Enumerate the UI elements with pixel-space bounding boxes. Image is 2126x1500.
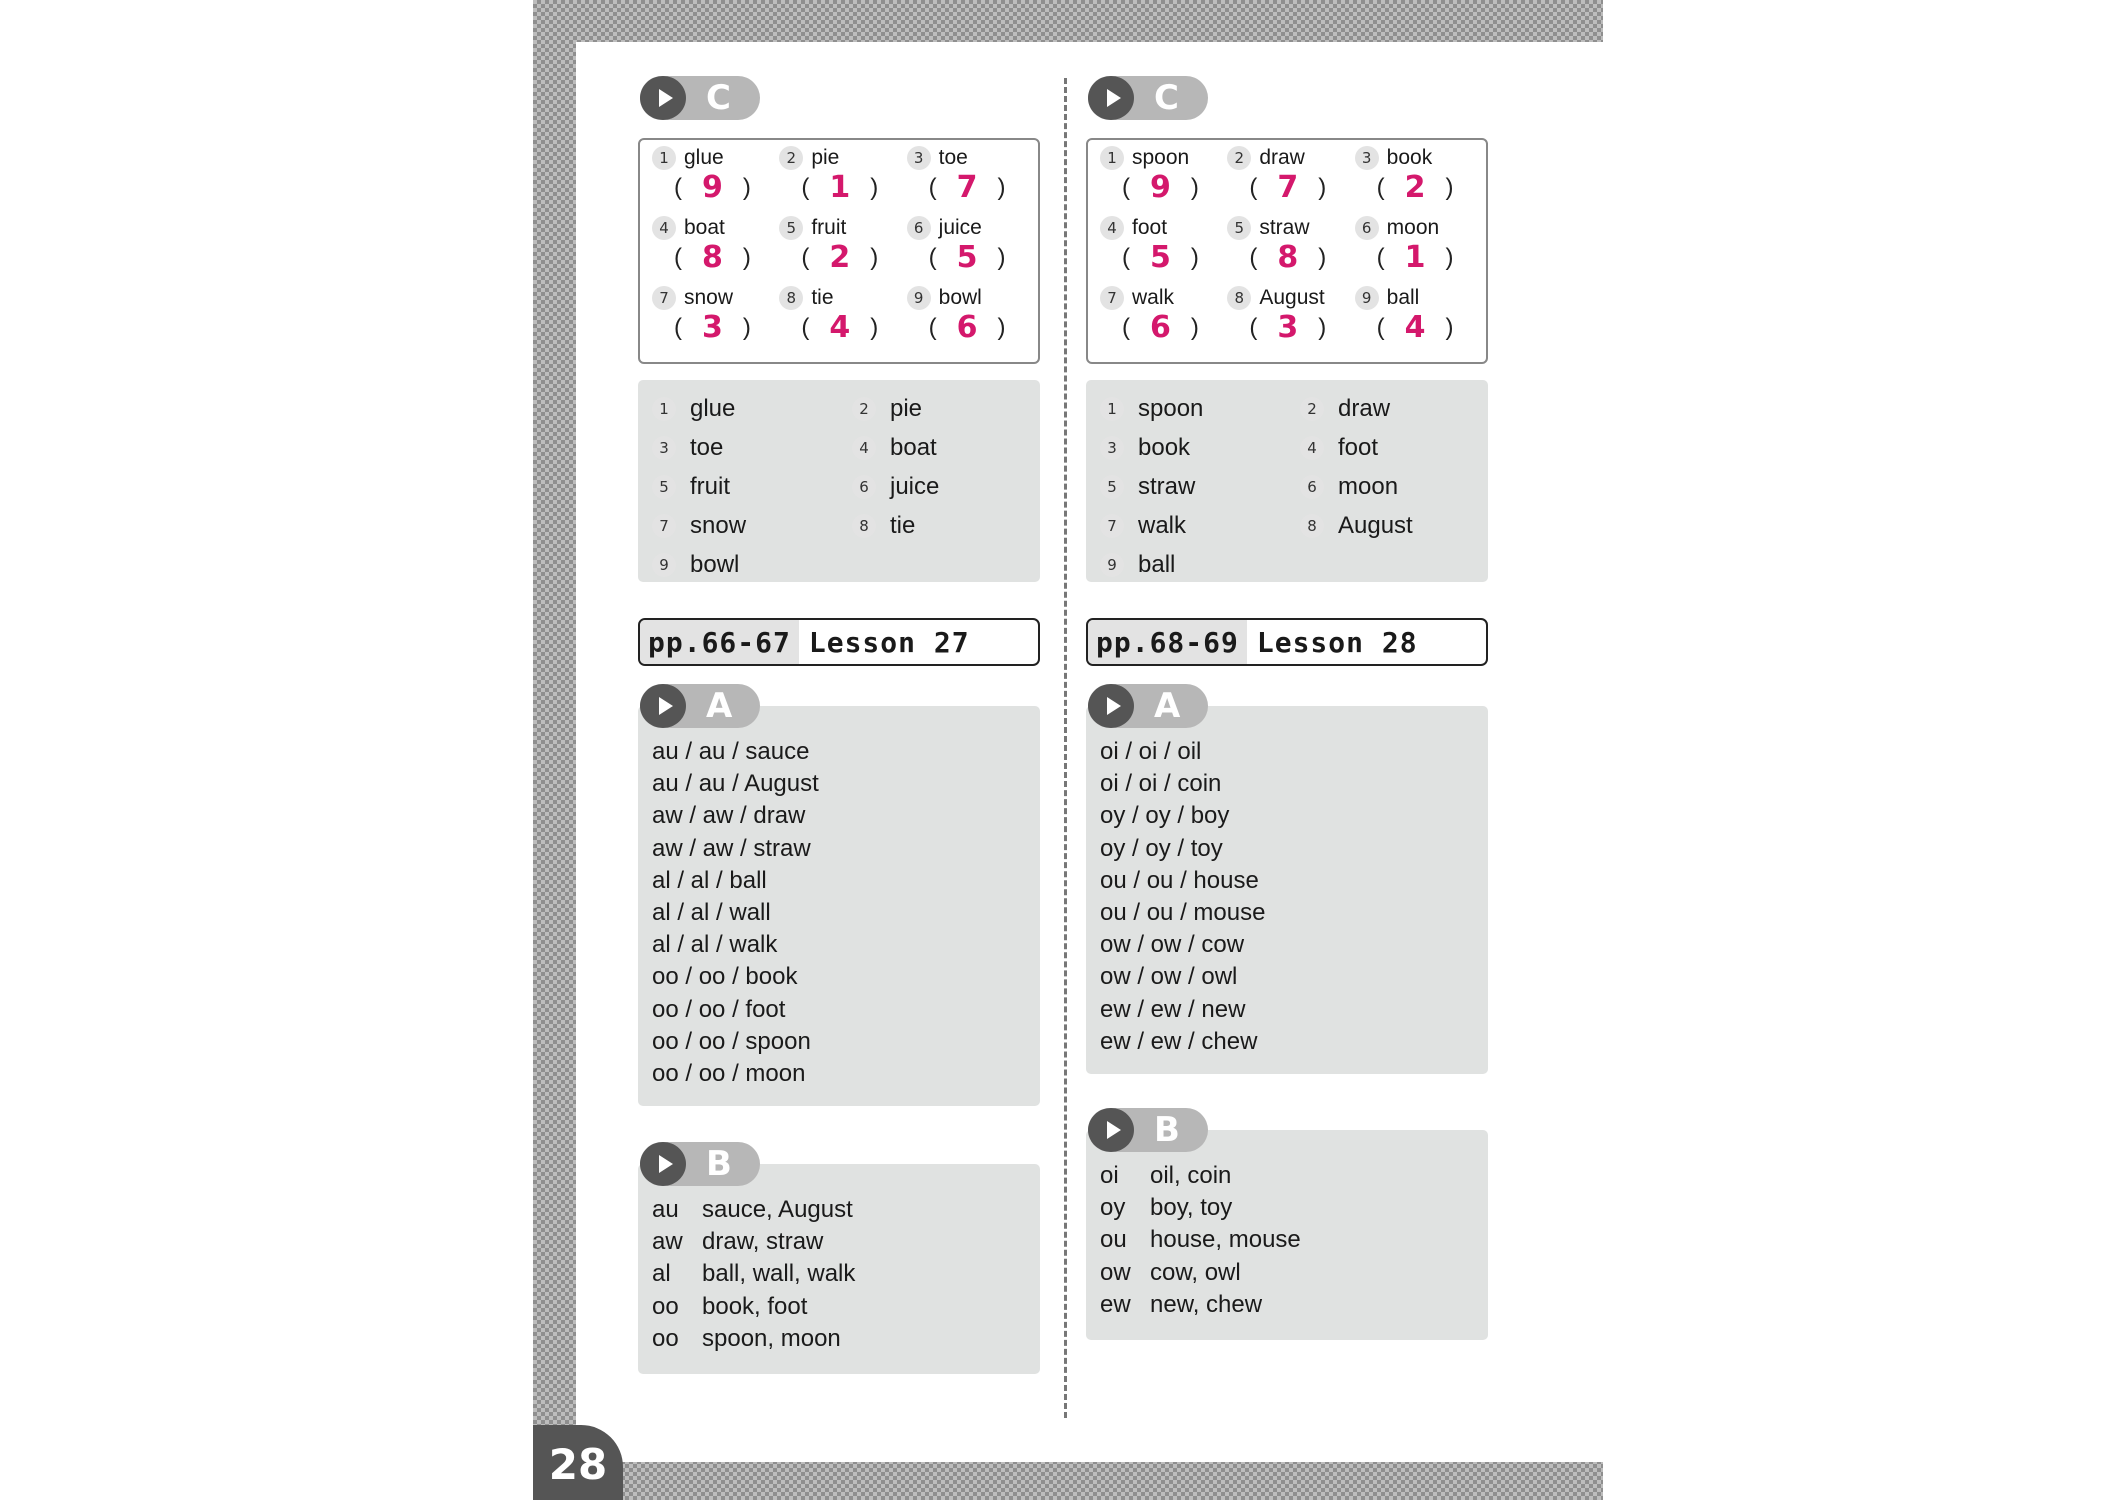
paren-close: ) <box>1190 243 1199 271</box>
quiz-answer: 4 <box>1404 310 1426 345</box>
quiz-item <box>1096 286 1223 356</box>
list-item <box>1100 429 1300 468</box>
list-item <box>1300 506 1490 545</box>
quiz-item <box>1351 146 1478 216</box>
list-item <box>1300 468 1490 507</box>
quiz-word: glue <box>684 146 724 169</box>
section-letter: B <box>1154 1110 1180 1150</box>
quiz-item-word-row <box>1227 146 1305 170</box>
paren-open: ( <box>1249 173 1258 201</box>
paren-close: ) <box>997 243 1006 271</box>
list-item <box>1300 429 1490 468</box>
quiz-word: tie <box>811 286 834 309</box>
paren-close: ) <box>742 173 751 201</box>
quiz-answer: 9 <box>702 170 723 205</box>
list-word: tie <box>890 511 916 539</box>
quiz-answer-row <box>929 170 1006 205</box>
phonics-words: spoon, moon <box>702 1324 841 1352</box>
quiz-word: August <box>1259 286 1325 309</box>
quiz-answer-row <box>801 170 878 205</box>
phonics-line: oo / oo / foot <box>652 995 786 1023</box>
number-badge: 4 <box>1300 436 1324 460</box>
paren-open: ( <box>928 173 937 201</box>
quiz-item-word-row <box>1355 146 1433 170</box>
quiz-word: boat <box>684 216 725 239</box>
paren-close: ) <box>742 313 751 341</box>
list-item <box>852 506 1042 545</box>
quiz-answer-row <box>1377 310 1454 345</box>
number-badge: 2 <box>852 397 876 421</box>
paren-open: ( <box>1249 243 1258 271</box>
quiz-item-word-row <box>652 146 724 170</box>
quiz-word: straw <box>1259 216 1310 239</box>
paren-close: ) <box>1190 313 1199 341</box>
list-item <box>1100 468 1300 507</box>
phonics-line: au / au / sauce <box>652 738 810 765</box>
quiz-item <box>1223 146 1350 216</box>
section-letter: C <box>1154 78 1179 118</box>
paren-open: ( <box>1122 173 1130 201</box>
quiz-answer-row <box>1122 170 1199 205</box>
quiz-item-word-row <box>907 146 968 170</box>
quiz-item <box>1096 146 1223 216</box>
quiz-word: moon <box>1386 216 1440 239</box>
section-a-header[interactable] <box>640 684 760 728</box>
number-badge: 8 <box>1300 514 1324 538</box>
number-badge: 9 <box>652 553 676 577</box>
quiz-item <box>648 216 775 286</box>
number-badge: 9 <box>1355 286 1379 310</box>
phonics-group-row <box>1100 1289 1488 1321</box>
phonics-line: oo / oo / moon <box>652 1060 806 1088</box>
phonics-line: ou / ou / mouse <box>1100 899 1266 927</box>
list-word: boat <box>890 434 937 462</box>
phonics-key: oy <box>1100 1194 1126 1222</box>
lesson-title: Lesson 28 <box>1256 625 1418 659</box>
quiz-answer: 8 <box>702 240 723 275</box>
paren-close: ) <box>1318 173 1327 201</box>
paren-open: ( <box>928 313 937 341</box>
paren-close: ) <box>742 243 751 271</box>
matching-quiz <box>1086 138 1488 364</box>
quiz-answer-row <box>674 240 751 275</box>
paren-open: ( <box>674 173 682 201</box>
list-item <box>652 468 852 507</box>
quiz-item-word-row <box>1100 216 1167 240</box>
paren-close: ) <box>1445 243 1454 271</box>
quiz-item-word-row <box>1355 286 1420 310</box>
quiz-item-word-row <box>1355 216 1440 240</box>
answer-list <box>1086 380 1488 582</box>
number-badge: 1 <box>652 397 676 421</box>
list-item <box>652 429 852 468</box>
quiz-answer: 1 <box>829 170 851 205</box>
number-badge: 5 <box>1227 216 1251 240</box>
quiz-answer-row <box>1122 310 1199 345</box>
quiz-answer: 3 <box>702 310 723 345</box>
section-b-box <box>638 1164 1040 1374</box>
quiz-answer: 4 <box>829 310 851 345</box>
paren-close: ) <box>1318 313 1327 341</box>
quiz-answer: 1 <box>1404 240 1426 275</box>
quiz-answer: 5 <box>956 240 978 275</box>
quiz-answer-row <box>1377 240 1454 275</box>
paren-open: ( <box>801 243 810 271</box>
phonics-group-row <box>1100 1224 1488 1256</box>
paren-open: ( <box>1249 313 1258 341</box>
list-word: draw <box>1338 395 1391 423</box>
play-icon[interactable] <box>1088 76 1134 120</box>
lesson-header <box>1086 618 1488 666</box>
play-icon[interactable] <box>640 684 686 728</box>
number-badge: 4 <box>852 436 876 460</box>
section-letter: B <box>706 1144 732 1184</box>
quiz-word: book <box>1386 146 1433 169</box>
number-badge: 2 <box>1300 397 1324 421</box>
play-icon[interactable] <box>1088 684 1134 728</box>
list-item <box>652 545 852 584</box>
quiz-item-word-row <box>1100 146 1189 170</box>
quiz-answer: 2 <box>1404 170 1426 205</box>
quiz-answer-row <box>674 170 751 205</box>
quiz-word: draw <box>1259 146 1305 169</box>
quiz-item <box>1351 286 1478 356</box>
lesson-title: Lesson 27 <box>808 625 970 659</box>
list-item <box>652 506 852 545</box>
phonics-line: ew / ew / chew <box>1100 1027 1258 1055</box>
number-badge: 7 <box>1100 286 1124 310</box>
number-badge: 3 <box>1355 146 1379 170</box>
number-badge: 7 <box>1100 514 1124 538</box>
phonics-key: oi <box>1100 1162 1119 1189</box>
paren-open: ( <box>928 243 937 271</box>
phonics-line: al / al / walk <box>652 931 778 959</box>
lesson-header <box>638 618 1040 666</box>
paren-open: ( <box>1122 313 1130 341</box>
phonics-group-row <box>652 1194 1040 1226</box>
phonics-line: ow / ow / cow <box>1100 931 1245 959</box>
quiz-item <box>1223 286 1350 356</box>
paren-close: ) <box>1445 173 1454 201</box>
quiz-answer: 6 <box>1150 310 1171 345</box>
list-item <box>1300 390 1490 429</box>
section-letter: C <box>706 78 731 118</box>
list-word: foot <box>1338 434 1379 462</box>
play-icon[interactable] <box>640 76 686 120</box>
quiz-item-word-row <box>779 146 839 170</box>
phonics-key: ow <box>1100 1258 1131 1286</box>
quiz-item-word-row <box>907 216 982 240</box>
number-badge: 6 <box>1300 475 1324 499</box>
matching-quiz <box>638 138 1040 364</box>
quiz-answer-row <box>801 240 878 275</box>
paren-close: ) <box>1190 173 1199 201</box>
phonics-key: au <box>652 1196 679 1223</box>
paren-close: ) <box>1318 243 1327 271</box>
number-badge: 5 <box>1100 475 1124 499</box>
paren-close: ) <box>997 173 1006 201</box>
phonics-line: oy / oy / boy <box>1100 802 1230 830</box>
number-badge: 3 <box>652 436 676 460</box>
section-a-box <box>638 706 1040 1106</box>
section-a-box <box>1086 706 1488 1074</box>
paren-open: ( <box>801 173 810 201</box>
quiz-answer: 2 <box>829 240 851 275</box>
phonics-group-row <box>652 1226 1040 1258</box>
phonics-words: boy, toy <box>1150 1194 1233 1222</box>
quiz-word: pie <box>811 146 840 169</box>
number-badge: 3 <box>907 146 931 170</box>
quiz-item-word-row <box>1227 216 1309 240</box>
paren-close: ) <box>870 313 879 341</box>
column-divider <box>1064 78 1067 1418</box>
number-badge: 4 <box>1100 216 1124 240</box>
number-badge: 6 <box>852 475 876 499</box>
quiz-answer-row <box>674 310 751 345</box>
phonics-line: aw / aw / draw <box>652 802 806 830</box>
phonics-words: new, chew <box>1150 1290 1263 1318</box>
number-badge: 1 <box>1100 397 1124 421</box>
quiz-answer: 7 <box>1277 170 1299 205</box>
paren-close: ) <box>1445 313 1454 341</box>
list-item <box>852 468 1042 507</box>
quiz-answer-row <box>801 310 878 345</box>
number-badge: 6 <box>1355 216 1379 240</box>
quiz-item <box>1096 216 1223 286</box>
list-word: snow <box>690 511 747 539</box>
quiz-item <box>648 286 775 356</box>
number-badge: 5 <box>779 216 803 240</box>
number-badge: 8 <box>1227 286 1251 310</box>
phonics-words: sauce, August <box>702 1196 853 1223</box>
number-badge: 1 <box>652 146 676 170</box>
phonics-words: cow, owl <box>1150 1258 1241 1286</box>
lesson-pages: pp.68-69 <box>1088 620 1247 664</box>
quiz-item-word-row <box>652 216 725 240</box>
play-icon[interactable] <box>1088 1108 1134 1152</box>
section-letter: A <box>706 686 733 726</box>
list-word: spoon <box>1138 395 1204 423</box>
section-b-box <box>1086 1130 1488 1340</box>
list-word: bowl <box>690 550 740 578</box>
list-word: glue <box>690 395 736 423</box>
phonics-key: ew <box>1100 1290 1131 1318</box>
quiz-answer-row <box>1377 170 1454 205</box>
quiz-word: juice <box>938 216 982 239</box>
number-badge: 9 <box>907 286 931 310</box>
list-item <box>852 390 1042 429</box>
quiz-word: toe <box>938 146 968 169</box>
phonics-key: al <box>652 1260 671 1288</box>
section-b-header[interactable] <box>1088 1108 1208 1152</box>
quiz-item <box>775 216 902 286</box>
quiz-word: bowl <box>938 286 982 309</box>
phonics-line: oo / oo / book <box>652 963 798 991</box>
quiz-item <box>903 286 1030 356</box>
paren-open: ( <box>1376 313 1385 341</box>
phonics-words: draw, straw <box>702 1228 824 1256</box>
list-word: book <box>1138 434 1191 462</box>
page-number: 28 <box>533 1425 623 1500</box>
paren-open: ( <box>674 313 682 341</box>
quiz-word: ball <box>1386 286 1420 309</box>
quiz-answer-row <box>1249 240 1326 275</box>
list-word: August <box>1338 511 1413 539</box>
quiz-item-word-row <box>1227 286 1324 310</box>
quiz-answer: 8 <box>1277 240 1299 275</box>
number-badge: 7 <box>652 514 676 538</box>
section-letter: A <box>1154 686 1181 726</box>
quiz-word: fruit <box>811 216 847 239</box>
number-badge: 2 <box>779 146 803 170</box>
quiz-item <box>903 216 1030 286</box>
number-badge: 1 <box>1100 146 1124 170</box>
number-badge: 8 <box>852 514 876 538</box>
quiz-answer: 9 <box>1150 170 1171 205</box>
quiz-item <box>1223 216 1350 286</box>
phonics-group-row <box>1100 1192 1488 1224</box>
quiz-item-word-row <box>652 286 733 310</box>
list-word: pie <box>890 395 923 423</box>
phonics-key: ou <box>1100 1226 1127 1254</box>
list-item <box>1100 545 1300 584</box>
phonics-words: book, foot <box>702 1292 808 1320</box>
quiz-answer-row <box>1122 240 1199 275</box>
quiz-item <box>903 146 1030 216</box>
phonics-line: al / al / ball <box>652 866 767 894</box>
paren-open: ( <box>674 243 682 271</box>
lesson-pages: pp.66-67 <box>640 620 799 664</box>
quiz-item <box>1351 216 1478 286</box>
quiz-answer: 6 <box>956 310 978 345</box>
quiz-item <box>775 286 902 356</box>
phonics-key: aw <box>652 1228 683 1256</box>
list-item <box>652 390 852 429</box>
number-badge: 8 <box>779 286 803 310</box>
quiz-word: spoon <box>1132 146 1190 169</box>
paren-open: ( <box>1122 243 1130 271</box>
phonics-group-row <box>652 1291 1040 1323</box>
list-word: toe <box>690 434 724 462</box>
list-word: walk <box>1138 511 1187 539</box>
list-word: juice <box>890 472 940 500</box>
quiz-word: snow <box>684 286 734 309</box>
quiz-answer: 3 <box>1277 310 1299 345</box>
list-word: ball <box>1138 550 1176 578</box>
phonics-line: ow / ow / owl <box>1100 963 1238 991</box>
quiz-item-word-row <box>779 286 833 310</box>
paren-open: ( <box>1376 173 1385 201</box>
quiz-item-word-row <box>779 216 846 240</box>
list-word: fruit <box>690 472 731 500</box>
phonics-group-row <box>652 1258 1040 1290</box>
phonics-line: al / al / wall <box>652 899 771 927</box>
quiz-answer-row <box>929 310 1006 345</box>
section-a-header[interactable] <box>1088 684 1208 728</box>
list-item <box>1100 506 1300 545</box>
number-badge: 7 <box>652 286 676 310</box>
phonics-group-row <box>652 1323 1040 1355</box>
section-c-header[interactable] <box>640 76 760 120</box>
quiz-answer-row <box>1249 170 1326 205</box>
quiz-item <box>648 146 775 216</box>
quiz-word: walk <box>1132 286 1175 309</box>
number-badge: 4 <box>652 216 676 240</box>
list-item <box>1100 390 1300 429</box>
phonics-line: aw / aw / straw <box>652 834 811 862</box>
phonics-line: oi / oi / oil <box>1100 738 1202 765</box>
section-c-header[interactable] <box>1088 76 1208 120</box>
paren-close: ) <box>870 243 879 271</box>
quiz-word: foot <box>1132 216 1168 239</box>
phonics-group-row <box>1100 1160 1488 1192</box>
number-badge: 6 <box>907 216 931 240</box>
number-badge: 5 <box>652 475 676 499</box>
quiz-answer-row <box>1249 310 1326 345</box>
number-badge: 9 <box>1100 553 1124 577</box>
section-b-header[interactable] <box>640 1142 760 1186</box>
number-badge: 3 <box>1100 436 1124 460</box>
number-badge: 2 <box>1227 146 1251 170</box>
list-word: straw <box>1138 472 1196 500</box>
phonics-words: house, mouse <box>1150 1226 1301 1254</box>
phonics-line: ew / ew / new <box>1100 995 1246 1023</box>
list-word: moon <box>1338 472 1399 500</box>
phonics-key: oo <box>652 1292 679 1320</box>
quiz-item <box>775 146 902 216</box>
phonics-line: oi / oi / coin <box>1100 770 1222 798</box>
paren-close: ) <box>997 313 1006 341</box>
phonics-line: oy / oy / toy <box>1100 834 1223 862</box>
phonics-line: oo / oo / spoon <box>652 1027 811 1055</box>
phonics-words: oil, coin <box>1150 1162 1232 1189</box>
phonics-words: ball, wall, walk <box>702 1260 856 1288</box>
phonics-line: ou / ou / house <box>1100 866 1259 894</box>
phonics-key: oo <box>652 1324 679 1352</box>
list-item <box>852 429 1042 468</box>
answer-list <box>638 380 1040 582</box>
quiz-answer: 7 <box>956 170 978 205</box>
paren-open: ( <box>1376 243 1385 271</box>
phonics-line: au / au / August <box>652 770 819 798</box>
quiz-item-word-row <box>1100 286 1174 310</box>
paren-close: ) <box>870 173 879 201</box>
paren-open: ( <box>801 313 810 341</box>
quiz-answer: 5 <box>1150 240 1171 275</box>
quiz-item-word-row <box>907 286 982 310</box>
quiz-answer-row <box>929 240 1006 275</box>
play-icon[interactable] <box>640 1142 686 1186</box>
phonics-group-row <box>1100 1257 1488 1289</box>
